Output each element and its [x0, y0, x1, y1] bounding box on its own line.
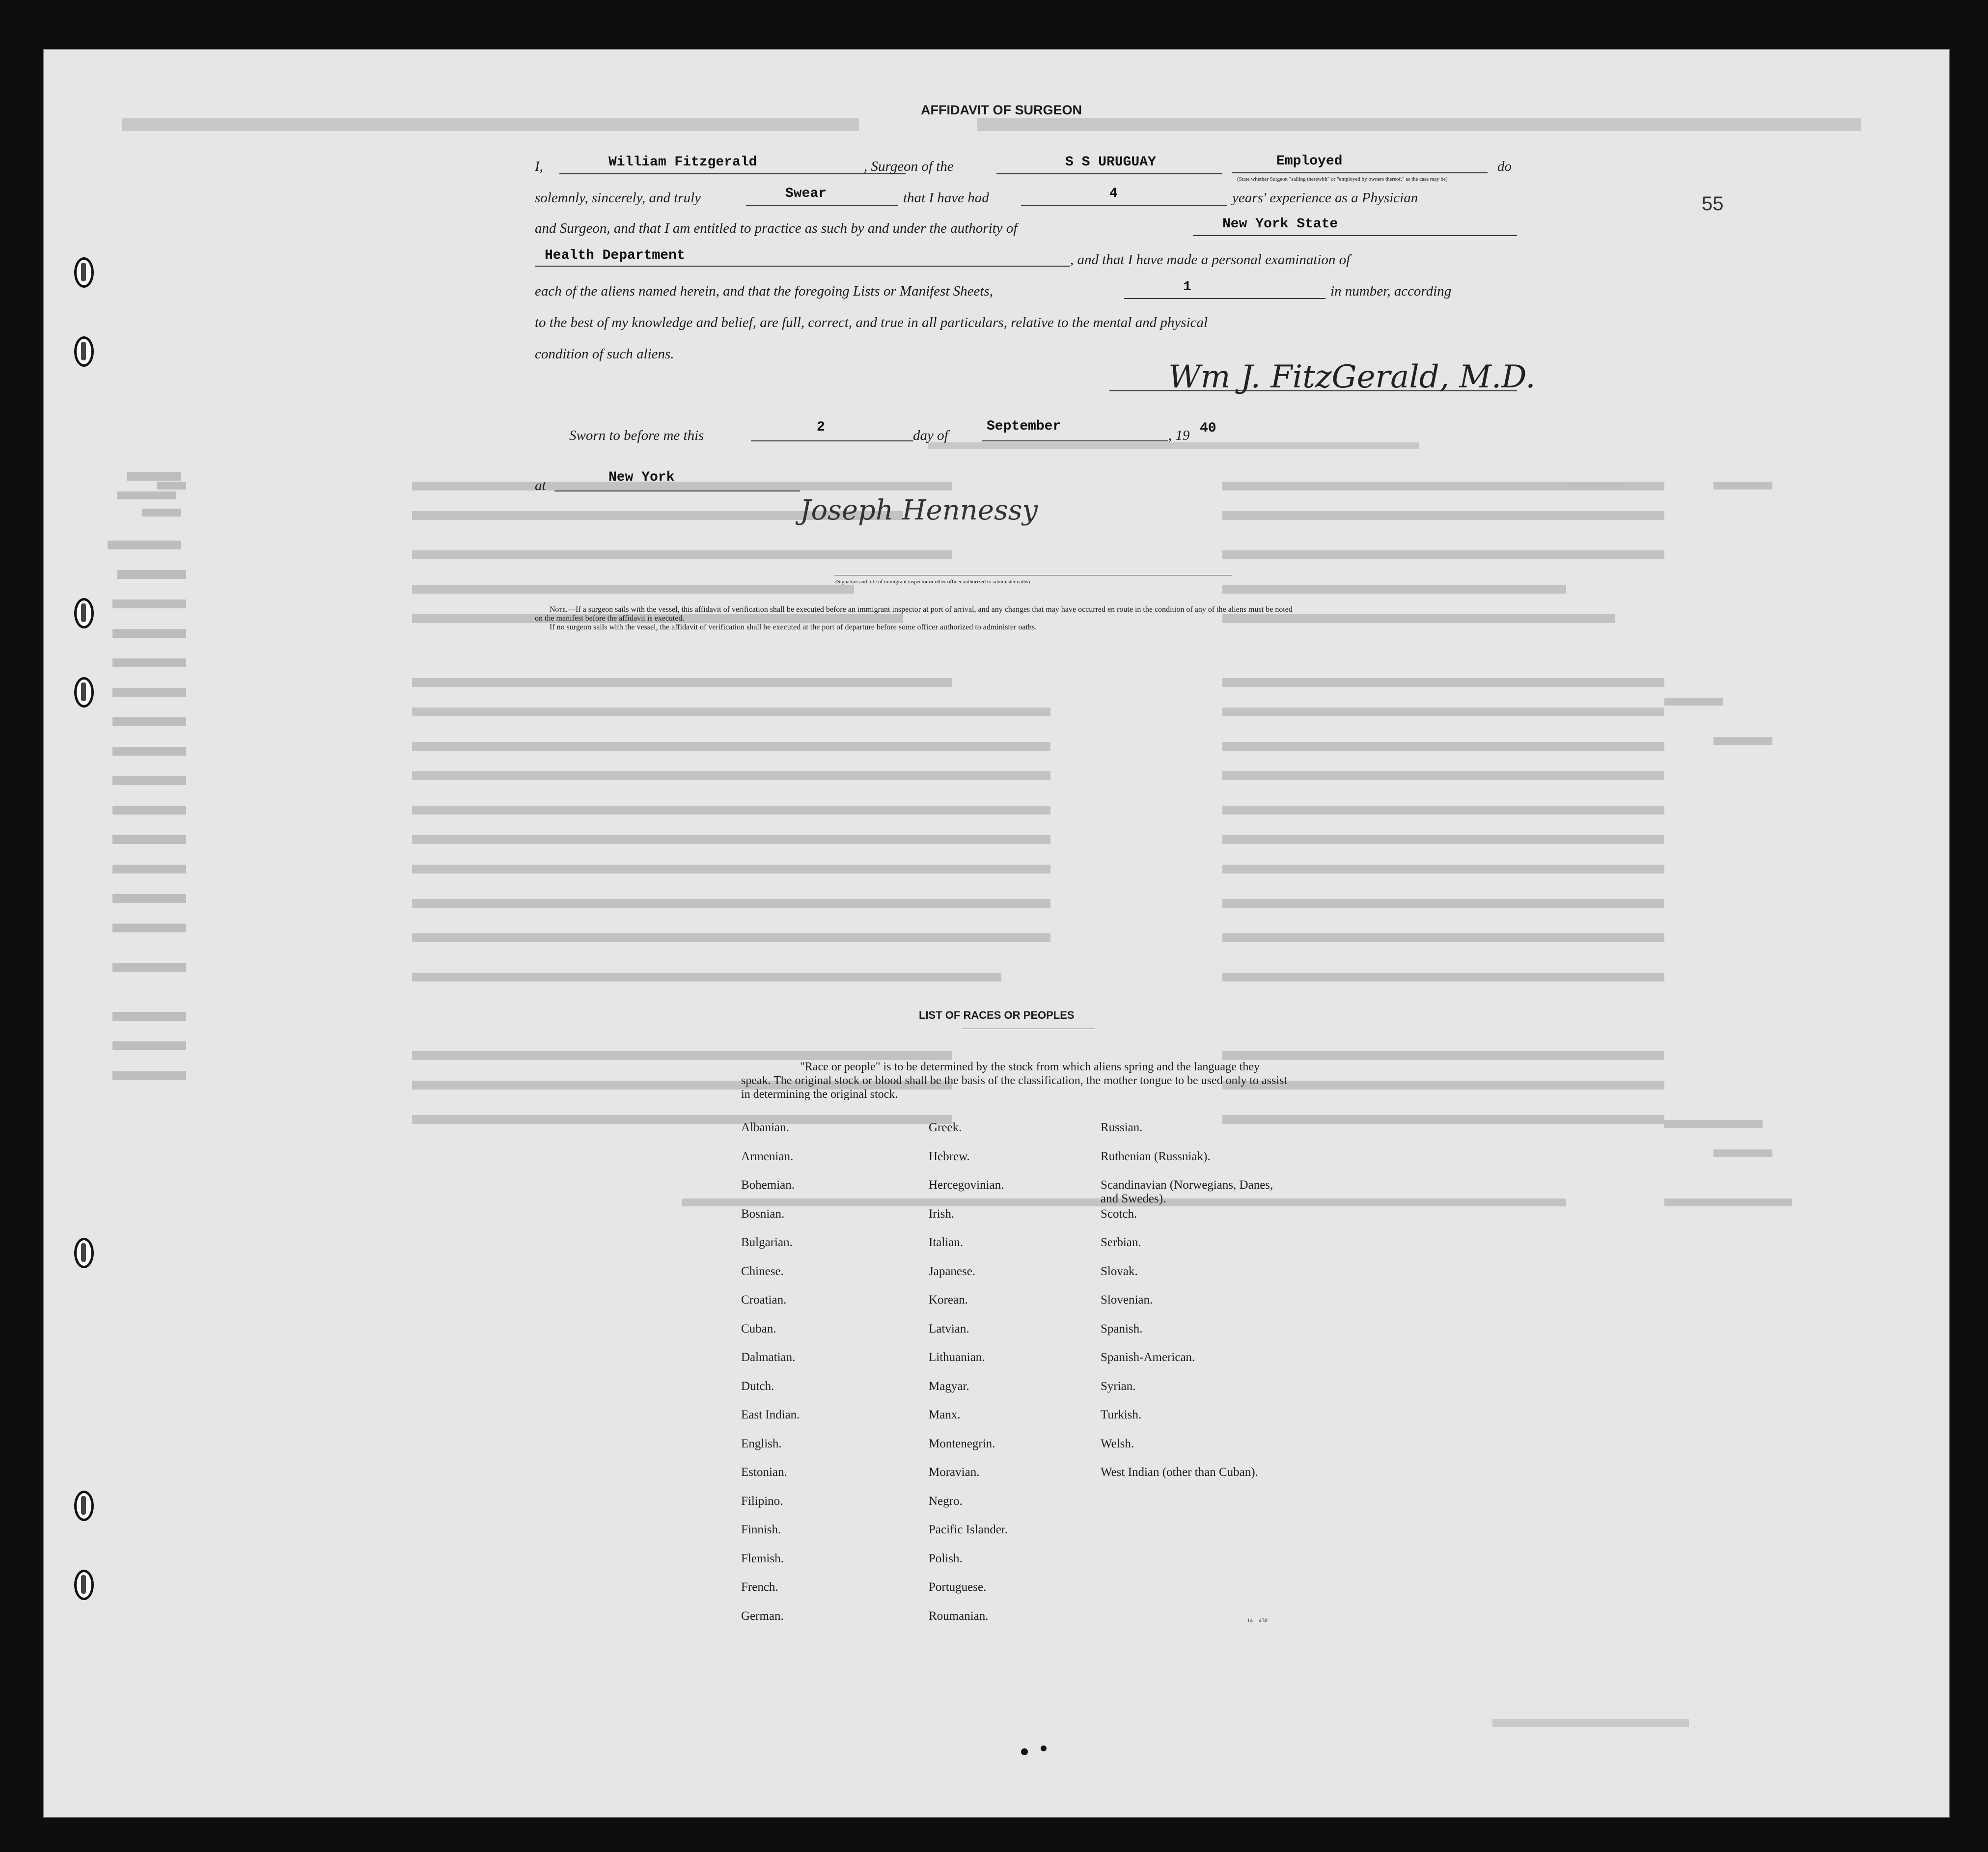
race-item: Japanese.	[929, 1264, 976, 1278]
race-item: Magyar.	[929, 1379, 969, 1393]
years-line	[1021, 205, 1227, 206]
authority-line-1	[1193, 235, 1517, 236]
race-item: Ruthenian (Russniak).	[1101, 1149, 1211, 1163]
race-item: Greek.	[929, 1121, 962, 1134]
sworn-year-field: 40	[1200, 421, 1216, 436]
binder-hole	[74, 257, 94, 288]
race-item: English.	[741, 1437, 782, 1450]
race-item: Scandinavian (Norwegians, Danes, and Swedes).	[1101, 1178, 1273, 1205]
binder-hole	[74, 1570, 94, 1600]
day-of-label: day of	[913, 428, 948, 443]
at-label: at	[535, 478, 546, 493]
race-item: Chinese.	[741, 1264, 784, 1278]
note-label: Note.	[550, 605, 568, 614]
race-item: Bosnian.	[741, 1207, 785, 1221]
surgeon-signature: Wm J. FitzGerald, M.D.	[1168, 359, 1536, 395]
race-item: Dalmatian.	[741, 1351, 796, 1364]
each-alien-label: each of the aliens named herein, and that the foregoing Lists or Manifest Sheets,	[535, 283, 993, 299]
month-line	[982, 440, 1168, 441]
race-item: Korean.	[929, 1293, 968, 1307]
sworn-place-field: New York	[608, 470, 675, 485]
race-item: Bulgarian.	[741, 1236, 793, 1249]
sheets-field: 1	[1183, 279, 1191, 295]
affidavit-note	[535, 605, 1301, 632]
status-line	[1232, 172, 1488, 173]
sworn-label: Sworn to before me this	[569, 428, 704, 443]
race-item: Flemish.	[741, 1552, 784, 1565]
race-item: Roumanian.	[929, 1609, 989, 1623]
race-item: Portuguese.	[929, 1580, 987, 1594]
form-number: 14—430	[1247, 1617, 1268, 1624]
surgeon-status-field: Employed	[1276, 154, 1343, 169]
race-item: Armenian.	[741, 1149, 794, 1163]
race-item: Finnish.	[741, 1523, 781, 1536]
authority-line-2	[535, 266, 1070, 267]
vessel-line	[996, 173, 1222, 174]
race-item: Welsh.	[1101, 1437, 1134, 1450]
ink-dot	[1041, 1745, 1047, 1751]
race-item: Lithuanian.	[929, 1351, 985, 1364]
race-item: Croatian.	[741, 1293, 787, 1307]
races-intro-paragraph: "Race or people" is to be determined by the stock from which aliens spring and the language they speak. The original stock or blood shall be the basis of the classification, the mother tongue to be used only to assist in determining the original stock.	[741, 1061, 1288, 1101]
race-item: Polish.	[929, 1552, 963, 1565]
page-number: 55	[1702, 193, 1724, 215]
authority-field-1: New York State	[1222, 217, 1338, 232]
race-item: German.	[741, 1609, 784, 1623]
race-item: Spanish.	[1101, 1322, 1143, 1335]
race-item: Dutch.	[741, 1379, 774, 1393]
status-note: (State whether Surgeon "sailing therewith" or "employed by owners thereof," as the case may be)	[1237, 176, 1448, 182]
binder-hole	[74, 336, 94, 367]
race-item: Syrian.	[1101, 1379, 1136, 1393]
affidavit-i-label: I,	[535, 159, 543, 174]
races-column-2	[929, 1121, 1008, 1638]
race-item: Cuban.	[741, 1322, 776, 1335]
races-column-3	[1101, 1121, 1277, 1495]
oath-line	[746, 205, 898, 206]
race-item: Spanish-American.	[1101, 1351, 1195, 1364]
year-prefix-label: , 19	[1168, 428, 1190, 443]
condition-label: condition of such aliens.	[535, 346, 674, 362]
surgeon-name-line	[559, 173, 906, 174]
years-field: 4	[1109, 186, 1118, 201]
note-text-1: —If a surgeon sails with the vessel, this affidavit of verification shall be executed before an immigrant inspector at port of arrival, and any changes that may have occurred en route in the condition of any of the aliens must be noted on the manifest before the affidavit is executed.	[535, 605, 1293, 623]
sworn-month-field: September	[987, 419, 1061, 434]
races-column-1	[741, 1121, 800, 1638]
race-item: Pacific Islander.	[929, 1523, 1008, 1536]
and-surgeon-label: and Surgeon, and that I am entitled to practice as such by and under the authority of	[535, 220, 1018, 236]
race-item: Italian.	[929, 1236, 964, 1249]
vessel-name-field: S S URUGUAY	[1065, 155, 1156, 170]
race-item: Irish.	[929, 1207, 955, 1221]
inspector-signature: Joseph Hennessy	[800, 494, 1038, 526]
authority-field-2: Health Department	[545, 248, 685, 263]
affidavit-title: AFFIDAVIT OF SURGEON	[921, 103, 1082, 117]
years-experience-label: years' experience as a Physician	[1232, 190, 1418, 206]
sworn-day-field: 2	[817, 420, 825, 435]
ink-dot	[1021, 1748, 1028, 1755]
race-item: Albanian.	[741, 1121, 789, 1134]
surgeon-of-label: , Surgeon of the	[864, 159, 954, 174]
solemnly-label: solemnly, sincerely, and truly	[535, 190, 701, 206]
binder-hole	[74, 598, 94, 628]
binder-hole	[74, 1238, 94, 1268]
race-item: Slovenian.	[1101, 1293, 1153, 1307]
races-title: LIST OF RACES OR PEOPLES	[919, 1009, 1075, 1021]
personal-exam-label: , and that I have made a personal examination of	[1070, 252, 1351, 268]
note-text-2: If no surgeon sails with the vessel, the affidavit of verification shall be executed at the port of departure before some officer authorized to administer oaths.	[550, 623, 1037, 631]
race-item: Turkish.	[1101, 1408, 1142, 1421]
race-item: Manx.	[929, 1408, 961, 1421]
race-item: French.	[741, 1580, 778, 1594]
race-item: Serbian.	[1101, 1236, 1141, 1249]
race-item: Montenegrin.	[929, 1437, 995, 1450]
best-knowledge-label: to the best of my knowledge and belief, are full, correct, and true in all particulars, relative to the mental and physical	[535, 315, 1208, 330]
binder-hole	[74, 677, 94, 708]
race-item: Bohemian.	[741, 1178, 795, 1192]
day-line	[751, 440, 913, 441]
race-item: Slovak.	[1101, 1264, 1138, 1278]
in-number-label: in number, according	[1330, 283, 1452, 299]
manifest-sheet	[43, 49, 1950, 1818]
oath-field: Swear	[785, 186, 827, 201]
race-item: Hebrew.	[929, 1149, 970, 1163]
race-item: Negro.	[929, 1494, 963, 1508]
race-item: East Indian.	[741, 1408, 800, 1421]
place-line	[554, 490, 800, 491]
race-item: Scotch.	[1101, 1207, 1137, 1221]
race-item: West Indian (other than Cuban).	[1101, 1466, 1258, 1479]
race-item: Filipino.	[741, 1494, 783, 1508]
race-item: Latvian.	[929, 1322, 969, 1335]
surgeon-name-field: William Fitzgerald	[608, 155, 757, 170]
that-had-label: that I have had	[903, 190, 989, 206]
sheets-line	[1124, 298, 1325, 299]
race-item: Russian.	[1101, 1121, 1143, 1134]
inspector-signature-caption: (Signature and title of immigrant inspector or other officer authorized to administer oaths)	[835, 579, 1030, 585]
race-item: Moravian.	[929, 1466, 980, 1479]
race-item: Estonian.	[741, 1466, 787, 1479]
binder-hole	[74, 1491, 94, 1521]
race-item: Hercegovinian.	[929, 1178, 1004, 1192]
do-label: do	[1497, 159, 1512, 174]
